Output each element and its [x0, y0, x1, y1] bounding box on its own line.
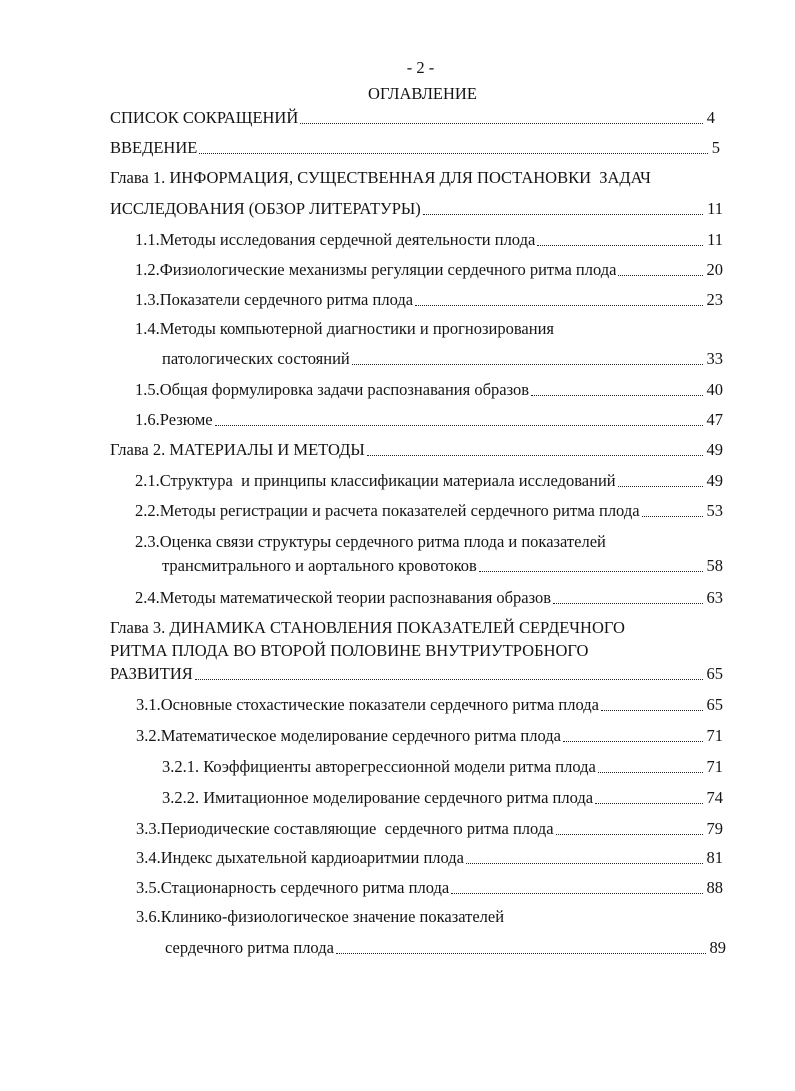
toc-entry-title: сердечного ритма плода — [165, 938, 334, 957]
toc-entry-title: 1.2.Физиологические механизмы регуляции сердечного ритма плода — [135, 260, 617, 279]
toc-entry-title: 2.2.Методы регистрации и расчета показателей сердечного ритма плода — [135, 501, 640, 520]
toc-leader — [642, 516, 703, 517]
page-number: - 2 - — [406, 58, 435, 77]
toc-page-number: 89 — [709, 938, 726, 957]
toc-leader — [618, 486, 703, 487]
toc-page-number: 88 — [706, 878, 723, 897]
toc-leader — [415, 305, 702, 306]
toc-entry-title: 1.6.Резюме — [135, 410, 213, 429]
toc-page-number: 23 — [706, 290, 723, 309]
toc-leader — [336, 953, 706, 954]
toc-leader — [300, 123, 702, 124]
toc-page-number: 5 — [711, 138, 720, 157]
toc-leader — [618, 275, 702, 276]
toc-leader — [479, 571, 703, 572]
toc-entry-title: 1.1.Методы исследования сердечной деятельности плода — [135, 230, 536, 249]
toc-page-number: 53 — [706, 501, 723, 520]
toc-entry-title: 1.5.Общая формулировка задачи распознавания образов — [135, 380, 530, 399]
toc-leader — [195, 679, 703, 680]
toc-leader — [601, 710, 703, 711]
toc-page-number: 4 — [706, 108, 715, 127]
toc-entry-title: патологических состояний — [162, 349, 350, 368]
toc-page-number: 49 — [706, 440, 723, 459]
toc-entry-title: СПИСОК СОКРАЩЕНИЙ — [110, 108, 299, 127]
toc-leader — [199, 153, 707, 154]
toc-entry-title: РАЗВИТИЯ — [110, 664, 193, 683]
toc-page-number: 40 — [706, 380, 723, 399]
toc-entry-title: 2.3.Оценка связи структуры сердечного ритма плода и показателей — [135, 532, 606, 551]
toc-page-number: 81 — [706, 848, 723, 867]
toc-leader — [367, 455, 703, 456]
toc-page-number: 11 — [707, 230, 723, 249]
toc-entry-title: 3.4.Индекс дыхательной кардиоаритмии плода — [136, 848, 465, 867]
toc-entry-title: Глава 3. ДИНАМИКА СТАНОВЛЕНИЯ ПОКАЗАТЕЛЕЙ СЕРДЕЧНОГО — [110, 618, 625, 637]
toc-entry-title: 1.3.Показатели сердечного ритма плода — [135, 290, 414, 309]
toc-leader — [553, 603, 702, 604]
toc-page-number: 71 — [706, 726, 723, 745]
toc-page-number: 79 — [706, 819, 723, 838]
toc-entry-title: ИССЛЕДОВАНИЯ (ОБЗОР ЛИТЕРАТУРЫ) — [110, 199, 421, 218]
toc-entry-title: 3.6.Клинико-физиологическое значение показателей — [136, 907, 505, 926]
toc-page-number: 63 — [706, 588, 723, 607]
toc-leader — [466, 863, 702, 864]
toc-entry-title: 2.4.Методы математической теории распознавания образов — [135, 588, 552, 607]
toc-page-number: 58 — [706, 556, 723, 575]
toc-page-number: 49 — [706, 471, 723, 490]
toc-entry-title: 3.5.Стационарность сердечного ритма плода — [136, 878, 450, 897]
toc-entry-title: РИТМА ПЛОДА ВО ВТОРОЙ ПОЛОВИНЕ ВНУТРИУТРОБНОГО — [110, 641, 589, 660]
toc-heading: ОГЛАВЛЕНИЕ — [368, 84, 477, 103]
toc-leader — [451, 893, 702, 894]
toc-page-number: 71 — [706, 757, 723, 776]
toc-entry-title: 1.4.Методы компьютерной диагностики и прогнозирования — [135, 319, 555, 338]
toc-entry-title: 3.3.Периодические составляющие сердечного ритма плода — [136, 819, 554, 838]
toc-leader — [215, 425, 703, 426]
toc-leader — [352, 364, 703, 365]
toc-page-number: 33 — [706, 349, 723, 368]
toc-page-number: 47 — [706, 410, 723, 429]
toc-entry-title: 3.2.1. Коэффициенты авторегрессионной модели ритма плода — [162, 757, 596, 776]
toc-leader — [598, 772, 703, 773]
toc-leader — [423, 214, 703, 215]
toc-entry-title: ВВЕДЕНИЕ — [110, 138, 198, 157]
toc-leader — [563, 741, 703, 742]
toc-leader — [595, 803, 702, 804]
toc-page-number: 11 — [707, 199, 723, 218]
toc-entry-title: Глава 1. ИНФОРМАЦИЯ, СУЩЕСТВЕННАЯ ДЛЯ ПОСТАНОВКИ ЗАДАЧ — [110, 168, 651, 187]
toc-page-number: 74 — [706, 788, 723, 807]
toc-entry-title: Глава 2. МАТЕРИАЛЫ И МЕТОДЫ — [110, 440, 365, 459]
toc-entry-title: 3.2.Математическое моделирование сердечного ритма плода — [136, 726, 561, 745]
toc-page-number: 65 — [706, 664, 723, 683]
toc-entry-title: 2.1.Структура и принципы классификации материала исследований — [135, 471, 616, 490]
toc-entry-title: 3.2.2. Имитационное моделирование сердечного ритма плода — [162, 788, 594, 807]
toc-entry-title: трансмитрального и аортального кровотоков — [162, 556, 477, 575]
toc-page-number: 20 — [706, 260, 723, 279]
toc-leader — [537, 245, 703, 246]
toc-leader — [556, 834, 703, 835]
toc-entry-title: 3.1.Основные стохастические показатели сердечного ритма плода — [136, 695, 599, 714]
toc-leader — [531, 395, 702, 396]
toc-page-number: 65 — [706, 695, 723, 714]
